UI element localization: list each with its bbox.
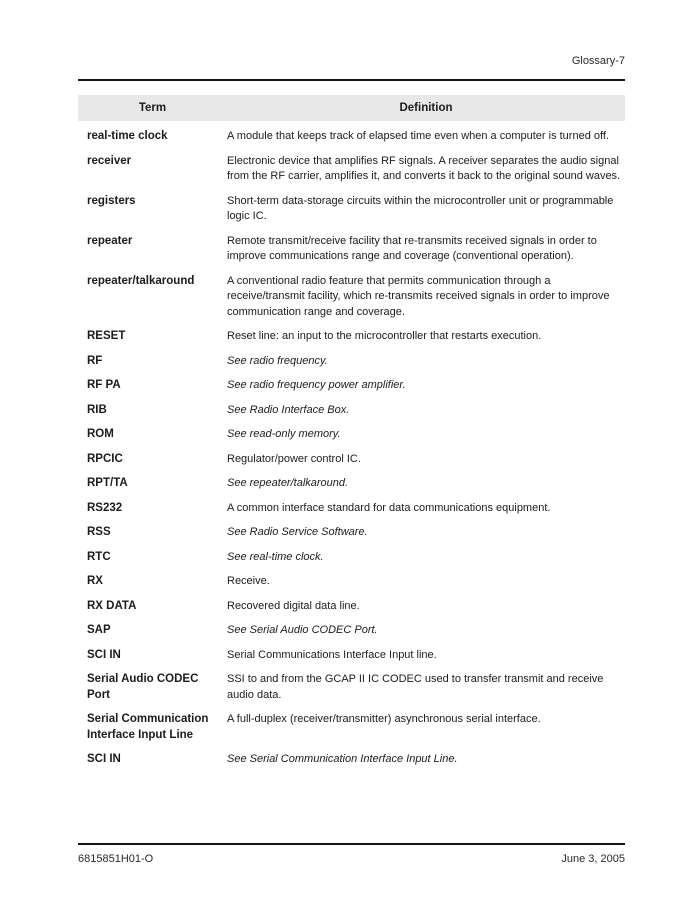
column-header-definition: Definition: [399, 102, 453, 114]
definition-cell: Short-term data-storage circuits within the microcontroller unit or programmable logic IC.: [227, 194, 614, 222]
header-rule: [78, 79, 625, 81]
glossary-table-header: [78, 95, 625, 121]
term-cell: SCI IN: [87, 648, 121, 661]
definition-cell: A common interface standard for data communications equipment.: [227, 501, 551, 514]
table-row: [78, 403, 625, 419]
term-cell: receiver: [87, 154, 132, 167]
term-cell: repeater: [87, 234, 133, 247]
table-row: [78, 427, 625, 443]
table-row: [78, 672, 625, 703]
table-row: [78, 712, 625, 743]
definition-cell: See Radio Interface Box.: [227, 403, 350, 416]
table-row: [78, 501, 625, 517]
running-head: Glossary-7: [571, 55, 625, 67]
glossary-rows: [78, 129, 625, 768]
table-row: [78, 329, 625, 345]
definition-cell: A full-duplex (receiver/transmitter) asynchronous serial interface.: [227, 713, 541, 725]
table-row: [78, 550, 625, 566]
footer-date: June 3, 2005: [561, 853, 625, 865]
table-row: [78, 752, 625, 768]
definition-cell: Electronic device that amplifies RF signals. A receiver separates the audio signal from the RF carrier, amplifies it, and converts it back to the original sound waves.: [227, 154, 621, 182]
term-cell: ROM: [87, 428, 114, 440]
term-cell: RPT/TA: [87, 477, 128, 489]
definition-cell: A conventional radio feature that permits communication through a receive/transmit facility, which re-transmits received signals in order to improve communication range and coverage.: [227, 274, 610, 318]
definition-cell: Receive.: [227, 575, 270, 587]
term-cell: RS232: [87, 501, 123, 514]
term-cell: SCI IN: [87, 753, 121, 765]
table-row: [78, 234, 625, 265]
page-footer: [78, 852, 625, 866]
term-cell: Serial Audio CODEC Port: [87, 673, 199, 701]
definition-cell: See repeater/talkaround.: [227, 477, 349, 489]
definition-cell: See Radio Service Software.: [227, 526, 368, 538]
term-cell: real-time clock: [87, 130, 168, 142]
definition-cell: SSI to and from the GCAP II IC CODEC used to transfer transmit and receive audio data.: [227, 673, 604, 701]
term-cell: Serial Communication Interface Input Line: [87, 713, 209, 741]
term-cell: registers: [87, 194, 136, 207]
term-cell: RPCIC: [87, 452, 123, 465]
definition-cell: See read-only memory.: [227, 428, 341, 440]
term-cell: RF: [87, 354, 103, 367]
definition-cell: See Serial Communication Interface Input Line.: [227, 753, 458, 765]
column-header-term: Term: [138, 102, 167, 114]
table-row: [78, 354, 625, 370]
table-row: [78, 452, 625, 468]
definition-cell: Serial Communications Interface Input line.: [227, 648, 437, 661]
term-cell: RIB: [87, 403, 107, 416]
table-row: [78, 648, 625, 664]
definition-cell: See radio frequency power amplifier.: [227, 379, 406, 391]
footer-rule: [78, 843, 625, 845]
term-cell: repeater/talkaround: [87, 274, 195, 287]
term-cell: SAP: [87, 624, 111, 636]
table-row: [78, 525, 625, 541]
definition-cell: Remote transmit/receive facility that re-transmits received signals in order to improve communications range and coverage (conventional operation).: [227, 234, 597, 262]
table-row: [78, 378, 625, 394]
table-row: [78, 599, 625, 615]
table-row: [78, 623, 625, 639]
term-cell: RX: [87, 575, 103, 587]
table-row: [78, 154, 625, 185]
definition-cell: Regulator/power control IC.: [227, 452, 361, 465]
definition-cell: A module that keeps track of elapsed time even when a computer is turned off.: [227, 130, 609, 142]
table-row: [78, 129, 625, 145]
table-row: [78, 274, 625, 321]
document-number: 6815851H01-O: [78, 853, 154, 865]
table-row: [78, 194, 625, 225]
definition-cell: See Serial Audio CODEC Port.: [227, 624, 378, 636]
term-cell: RESET: [87, 330, 126, 342]
table-row: [78, 574, 625, 590]
table-row: [78, 476, 625, 492]
term-cell: RF PA: [87, 379, 121, 391]
definition-cell: Reset line: an input to the microcontroller that restarts execution.: [227, 330, 542, 342]
term-cell: RX DATA: [87, 599, 137, 612]
definition-cell: See radio frequency.: [227, 354, 328, 367]
term-cell: RSS: [87, 526, 111, 538]
definition-cell: See real-time clock.: [227, 550, 324, 563]
term-cell: RTC: [87, 550, 111, 563]
definition-cell: Recovered digital data line.: [227, 599, 360, 612]
